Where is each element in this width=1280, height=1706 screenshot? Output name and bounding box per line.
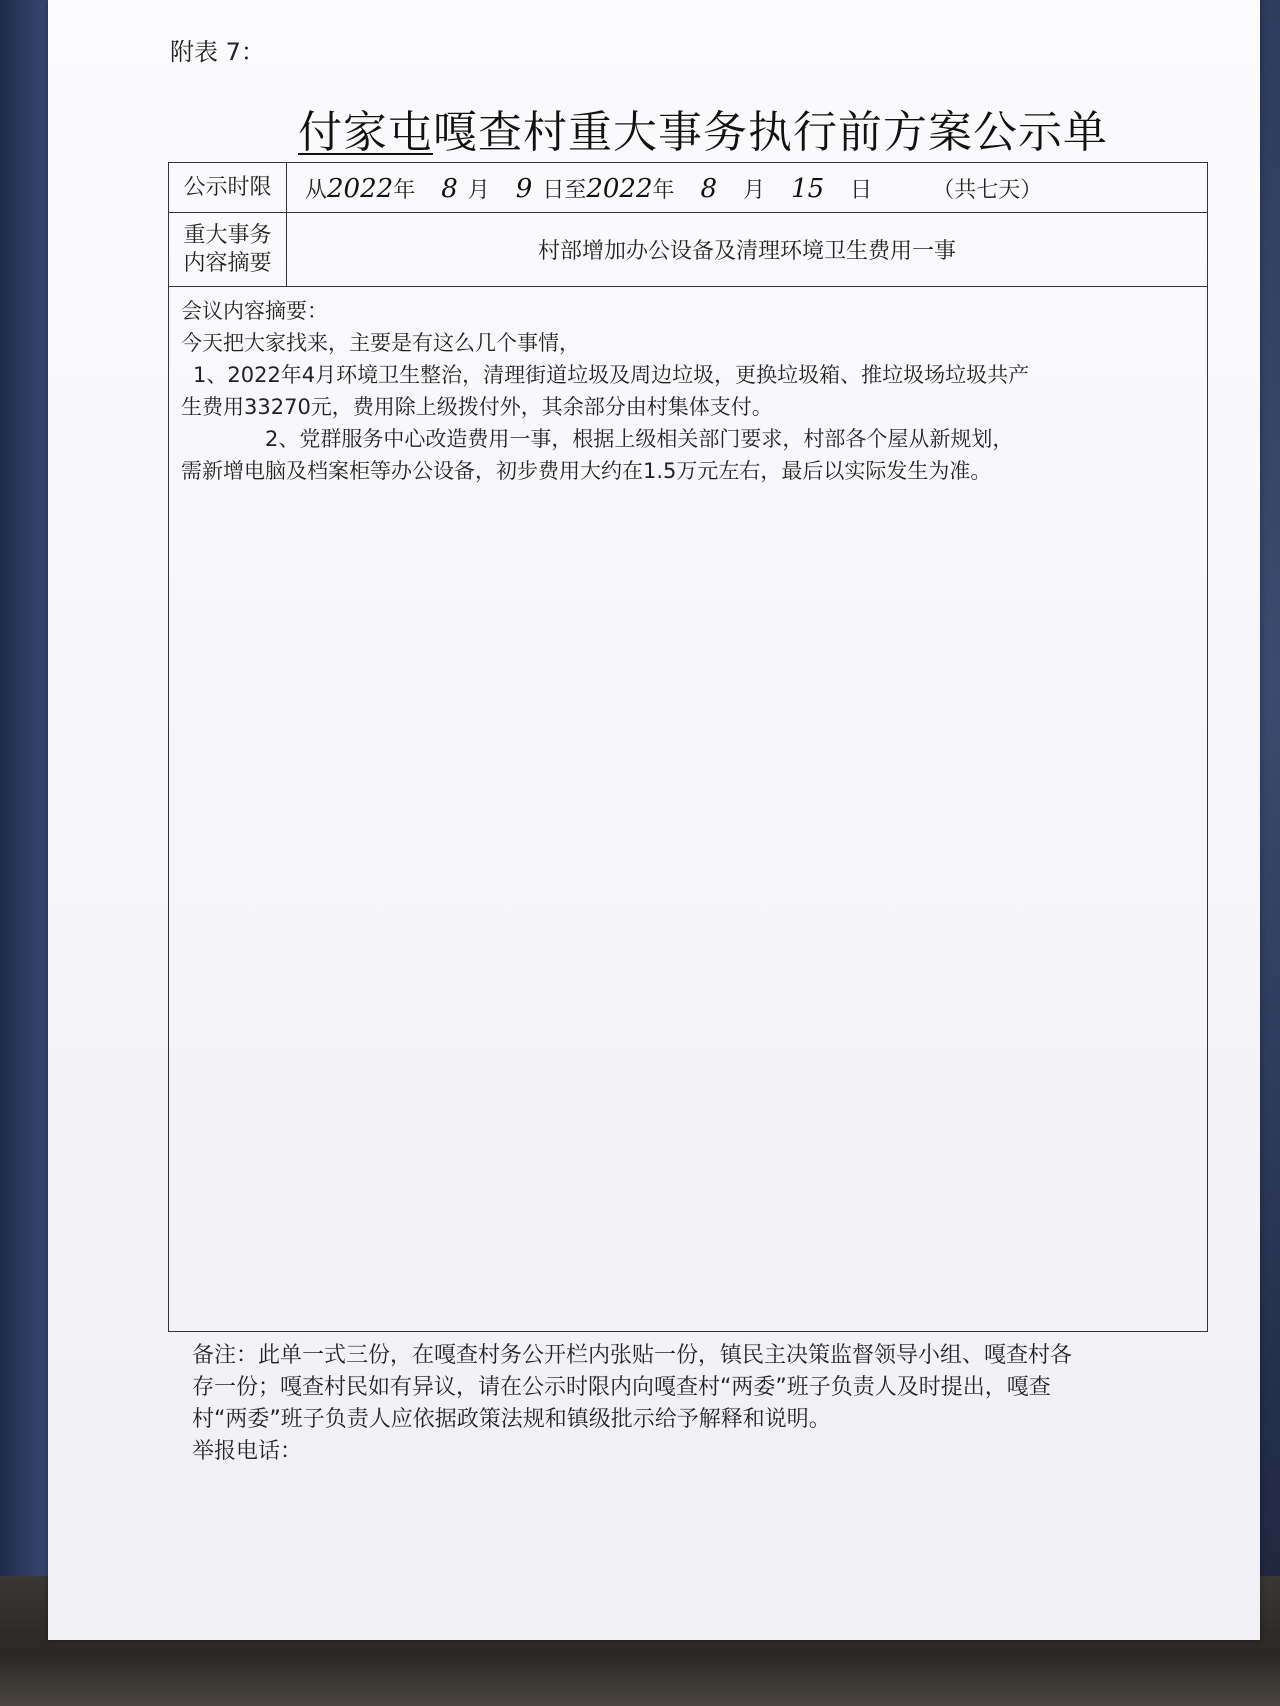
summary-label-line1: 重大事务 — [183, 222, 272, 248]
end-year: 2022 — [586, 174, 653, 204]
period-row — [169, 163, 1207, 213]
start-day: 9 — [515, 174, 533, 204]
end-month-unit: 月 — [743, 178, 766, 203]
notes-line1: 备注：此单一式三份，在嘎查村务公开栏内张贴一份，镇民主决策监督领导小组、嘎查村各 — [192, 1343, 1073, 1368]
start-day-unit: 日至 — [542, 178, 587, 203]
meeting-item2-line2: 需新增电脑及档案柜等办公设备，初步费用大约在1.5万元左右，最后以实际发生为准。 — [181, 459, 992, 483]
start-year-unit: 年 — [393, 178, 416, 203]
meeting-content — [181, 295, 1191, 487]
end-month: 8 — [700, 174, 718, 204]
meeting-item1-line2: 生费用33270元，费用除上级拨付外，其余部分由村集体支付。 — [181, 395, 773, 419]
meeting-item1-line1: 1、2022年4月环境卫生整治，清理街道垃圾及周边垃圾，更换垃圾箱、推垃圾场垃圾共产 — [193, 363, 1030, 387]
summary-row — [169, 213, 1207, 287]
paper-sheet — [48, 0, 1260, 1640]
period-total: （共七天） — [932, 178, 1043, 203]
meeting-heading: 会议内容摘要： — [181, 299, 328, 323]
summary-text: 村部增加办公设备及清理环境卫生费用一事 — [537, 239, 956, 264]
notice-form — [168, 162, 1208, 1332]
title-rest: 嘎查村重大事务执行前方案公示单 — [433, 107, 1108, 158]
summary-label-line2: 内容摘要 — [183, 250, 272, 276]
start-year: 2022 — [327, 174, 394, 204]
start-month: 8 — [441, 174, 458, 204]
end-day: 15 — [791, 174, 825, 204]
period-label: 公示时限 — [169, 163, 287, 212]
notes-line3: 村“两委”班子负责人应依据政策法规和镇级批示给予解释和说明。 — [192, 1407, 831, 1432]
title-village-name: 付家屯 — [298, 107, 433, 158]
period-prefix: 从 — [305, 178, 328, 203]
start-month-unit: 月 — [467, 178, 490, 203]
notes-line2: 存一份；嘎查村民如有异议，请在公示时限内向嘎查村“两委”班子负责人及时提出，嘎查 — [192, 1375, 1051, 1400]
report-phone-label: 举报电话： — [192, 1439, 303, 1464]
attachment-label: 附表 7： — [170, 38, 265, 66]
period-value — [305, 173, 1042, 204]
meeting-item2-line1: 2、党群服务中心改造费用一事，根据上级相关部门要求，村部各个屋从新规划， — [265, 427, 1014, 451]
page-title — [298, 96, 1108, 160]
summary-label — [169, 213, 287, 286]
end-year-unit: 年 — [652, 178, 675, 203]
end-day-unit: 日 — [850, 178, 873, 203]
meeting-intro: 今天把大家找来，主要是有这么几个事情， — [181, 331, 580, 355]
notes-section — [192, 1340, 1212, 1468]
